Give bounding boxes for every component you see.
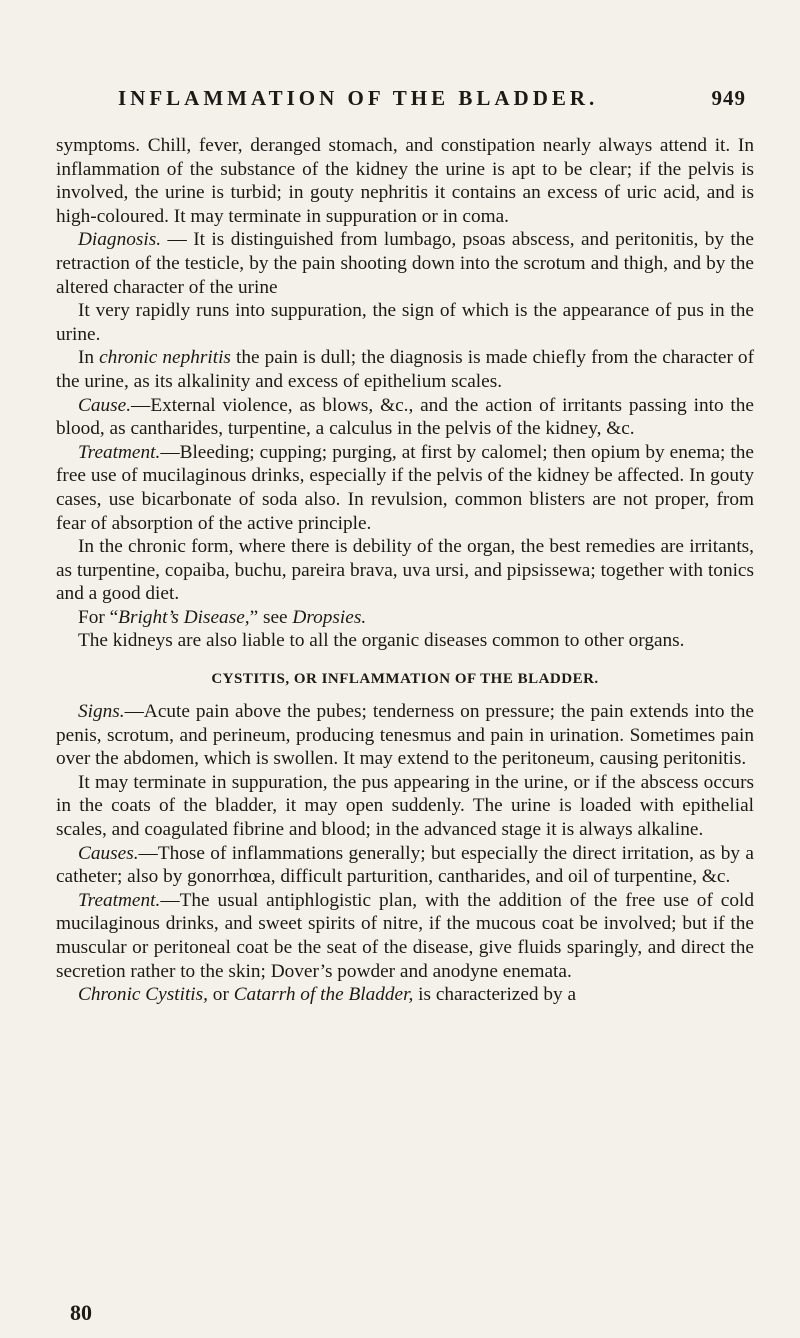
run-in-heading: Signs. [78, 701, 125, 723]
section-heading: CYSTITIS, OR INFLAMMATION OF THE BLADDER. [211, 671, 599, 688]
paragraph-treatment: Treatment.—The usual antiphlogistic plan, with the addition of the free use of cold mucilaginous drinks, and sweet spirits of nitre, if the mucous coat be involved; but if the muscular or peritoneal coat be the seat of the disease, give fluids sparingly, and direct the secretion rather to the skin; Dover’s powder and anodyne enemata. [56, 889, 754, 982]
page-number: 949 [711, 86, 746, 110]
paragraph: The kidneys are also liable to all the organic diseases common to other organs. [78, 630, 685, 652]
running-title: INFLAMMATION OF THE BLADDER. [118, 86, 599, 110]
italic-term: Dropsies. [292, 606, 367, 628]
running-head [118, 86, 746, 116]
italic-term: Bright’s Disease, [118, 606, 250, 628]
italic-term: chronic nephritis [99, 347, 231, 369]
italic-term: Chronic Cystitis, [78, 984, 208, 1006]
run-in-heading: Causes. [78, 842, 139, 864]
run-in-heading: Treatment. [78, 441, 161, 463]
paragraph-signs: Signs.—Acute pain above the pubes; tenderness on pressure; the pain extends into the penis, scrotum, and perineum, producing tenesmus and pain in urination. Sometimes pain over the abdomen, which is swollen. It may extend to the peritoneum, causing peritonitis. [56, 701, 754, 770]
paragraph-chronic-nephritis: In chronic nephritis the pain is dull; the diagnosis is made chiefly from the character of the urine, as its alkalinity and excess of epithelium scales. [56, 347, 754, 392]
paragraph-causes: Causes.—Those of inflammations generally; but especially the direct irritation, as by a catheter; also by gonorrhœa, difficult parturition, cantharides, and oil of turpentine, &c. [56, 842, 754, 888]
page-body [56, 134, 754, 1007]
run-in-heading: Diagnosis. [78, 229, 162, 251]
run-in-heading: Cause. [78, 394, 132, 416]
paragraph: In the chronic form, where there is debility of the organ, the best remedies are irritants, as turpentine, copaiba, buchu, pareira brava, uva ursi, and pipsissewa; together with tonics and a good diet. [56, 536, 754, 605]
italic-term: Catarrh of the Bladder, [233, 984, 414, 1006]
paragraph: It very rapidly runs into suppuration, the sign of which is the appearance of pus in the urine. [56, 300, 754, 345]
paragraph-diagnosis: Diagnosis. — It is distinguished from lumbago, psoas abscess, and peritonitis, by the retraction of the testicle, by the pain shooting down into the scrotum and thigh, and by the altered character of the urine [56, 229, 754, 298]
paragraph-cause: Cause.—External violence, as blows, &c., and the action of irritants passing into the blood, as cantharides, turpentine, a calculus in the pelvis of the kidney, &c. [56, 394, 754, 440]
signature-mark: 80 [70, 1300, 92, 1325]
paragraph: It may terminate in suppuration, the pus appearing in the urine, or if the abscess occurs in the coats of the bladder, it may open suddenly. The urine is loaded with epithelial scales, and coagulated fibrine and blood; in the advanced stage it is always alkaline. [56, 771, 754, 841]
paragraph-chronic-cystitis: Chronic Cystitis, or Catarrh of the Bladder, is characterized by a [78, 984, 577, 1006]
run-in-heading: Treatment. [78, 889, 161, 911]
paragraph-treatment: Treatment.—Bleeding; cupping; purging, at first by calomel; then opium by enema; the free use of mucilaginous drinks, especially if the pelvis of the kidney be affected. In gouty cases, use bicarbonate of soda also. In revulsion, common blisters are not proper, from fear of absorption of the active principle. [56, 441, 754, 534]
paragraph-cross-reference: For “Bright’s Disease,” see Dropsies. [78, 606, 367, 628]
paragraph: symptoms. Chill, fever, deranged stomach, and constipation nearly always attend it. In inflammation of the substance of the kidney the urine is apt to be clear; if the pelvis is involved, the urine is turbid; in gouty nephritis it contains an excess of uric acid, and is high-coloured. It may terminate in suppuration or in coma. [56, 135, 754, 227]
